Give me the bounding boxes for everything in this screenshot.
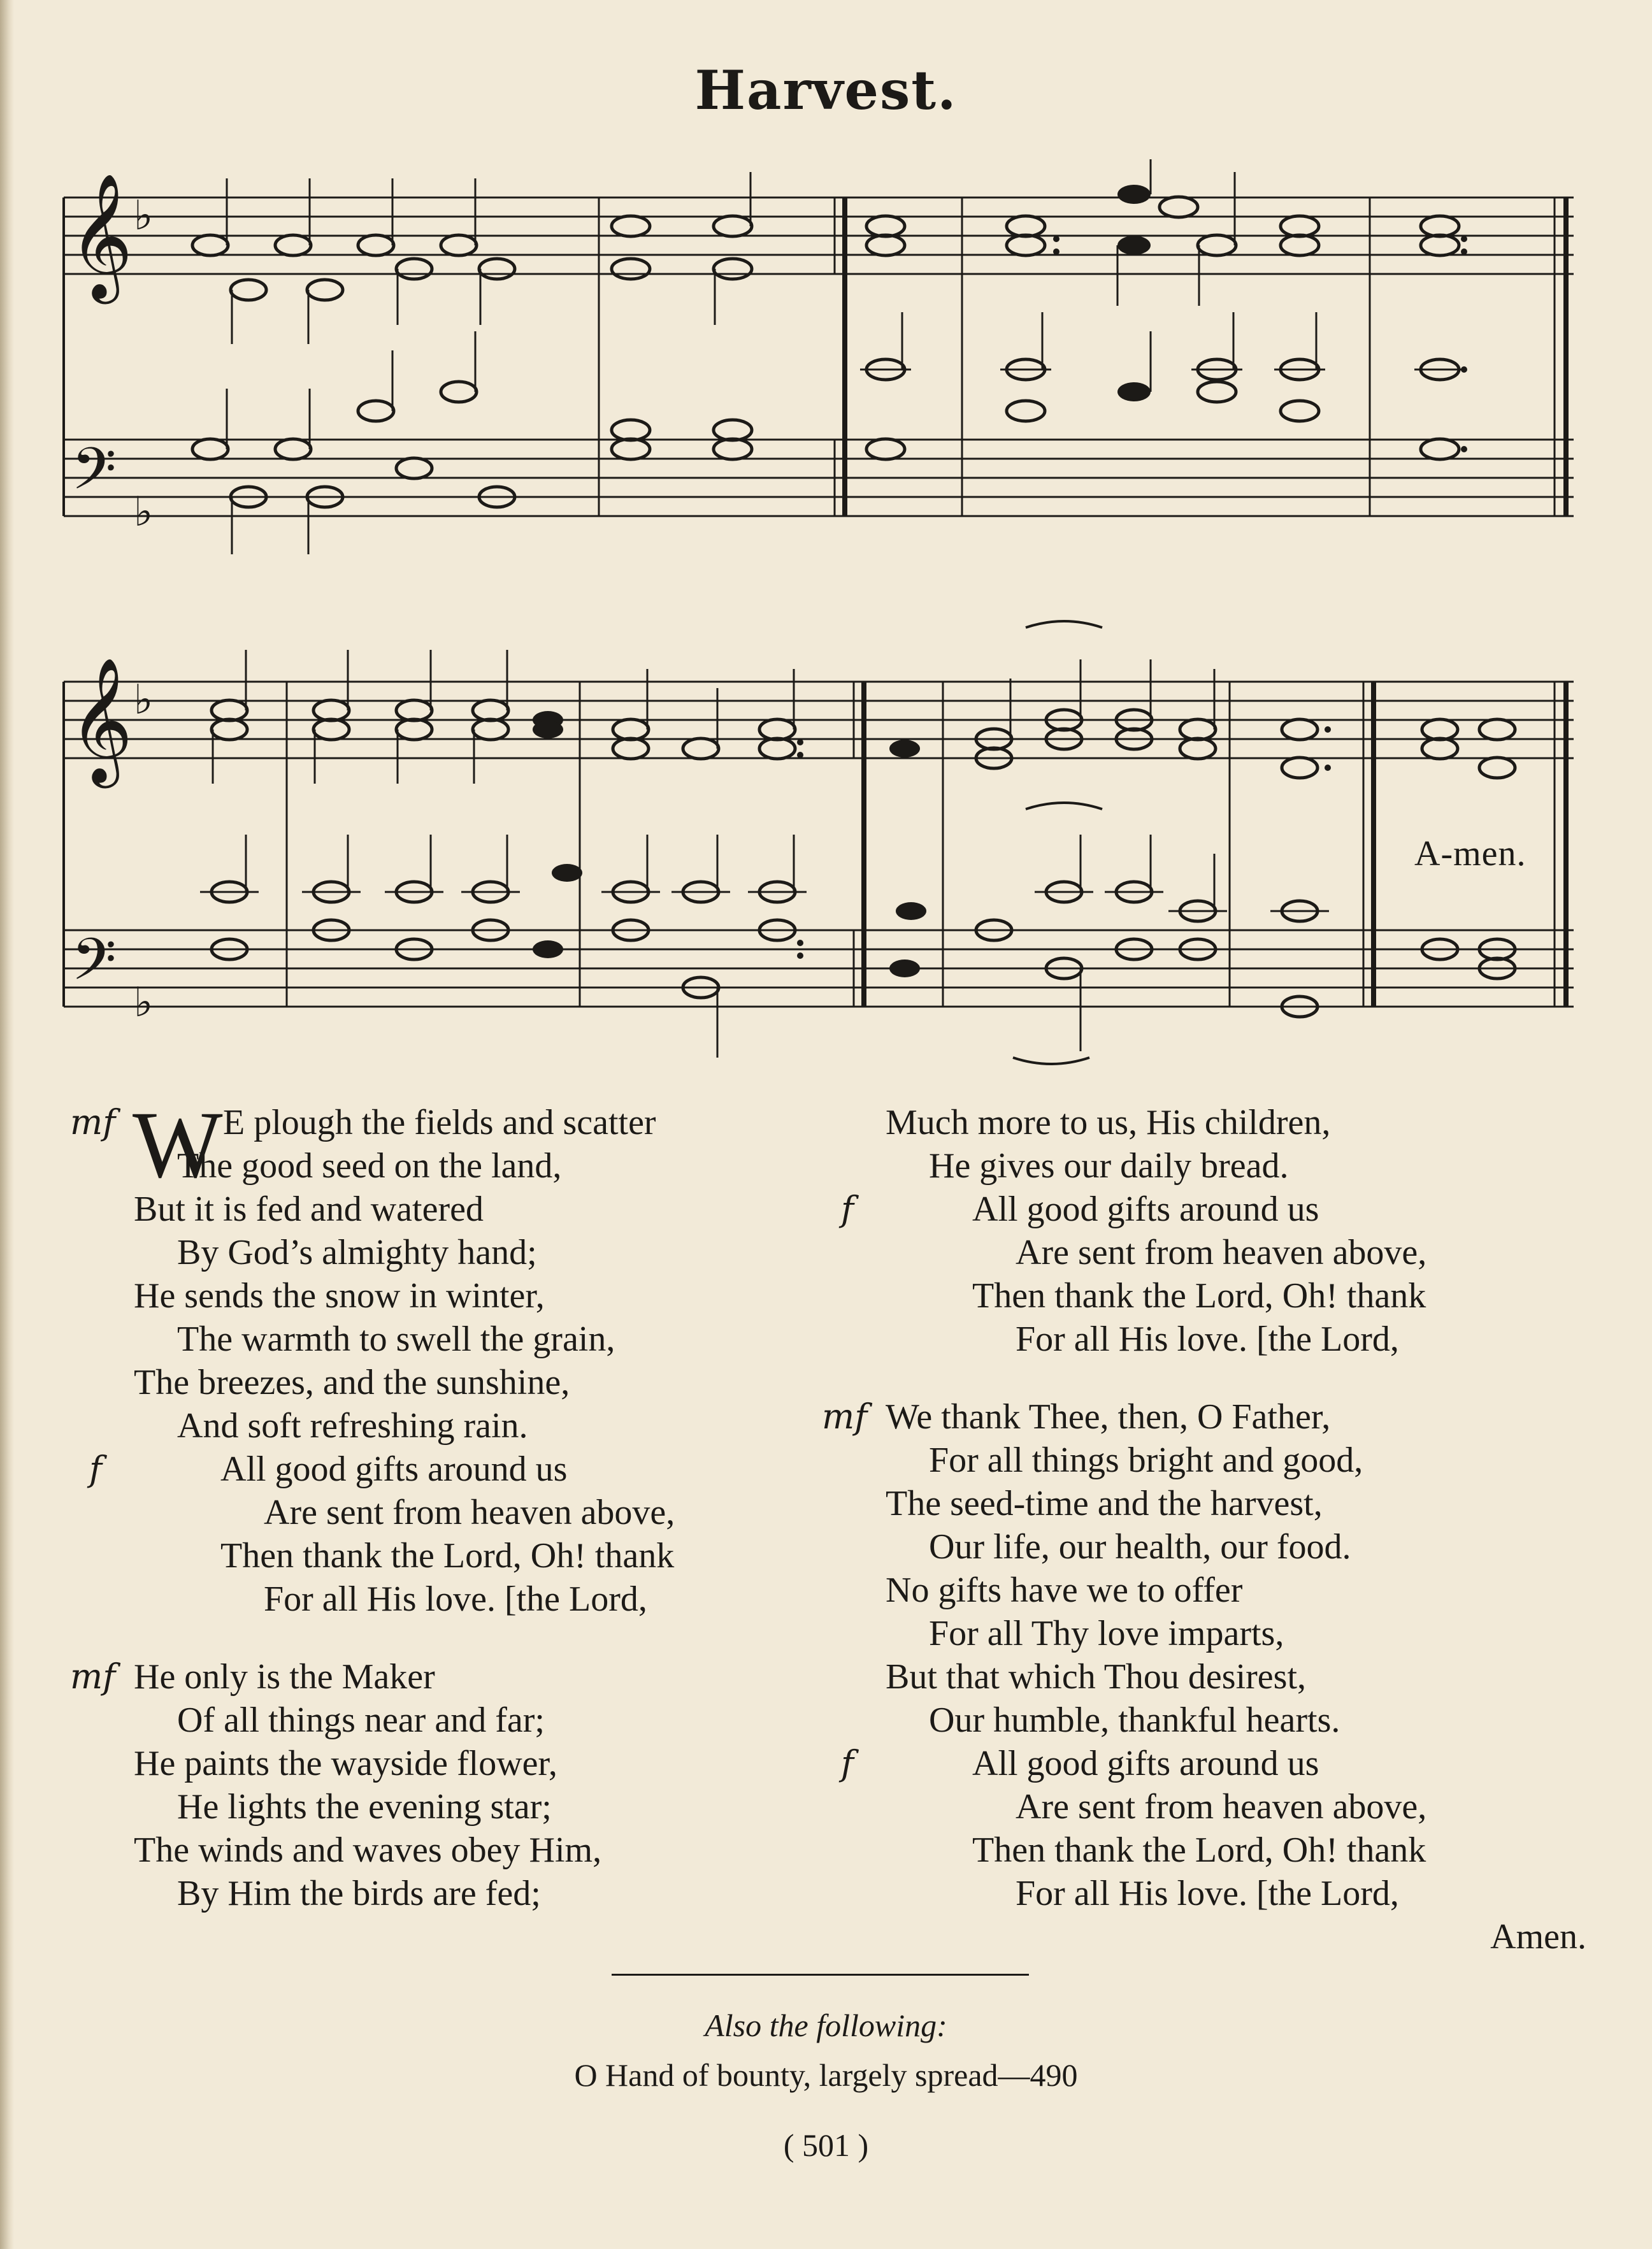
svg-text:♭: ♭ bbox=[134, 979, 154, 1026]
verse-text: Much more to us, His children, bbox=[886, 1103, 1331, 1142]
dynamic-marking: f bbox=[841, 1743, 854, 1783]
verse-text: He gives our daily bread. bbox=[929, 1146, 1289, 1186]
verse-text: He paints the wayside flower, bbox=[134, 1744, 557, 1783]
verse-text: We thank Thee, then, O Father, bbox=[886, 1397, 1331, 1437]
verse-text: He only is the Maker bbox=[134, 1657, 435, 1697]
svg-text:𝄞: 𝄞 bbox=[69, 173, 133, 299]
svg-text:♭: ♭ bbox=[134, 489, 154, 536]
verse-line bbox=[886, 1101, 1586, 1144]
svg-text:𝄢: 𝄢 bbox=[71, 926, 117, 1007]
verse-line bbox=[134, 1742, 822, 1785]
verse-text: But it is fed and watered bbox=[134, 1189, 484, 1229]
verse-line bbox=[886, 1785, 1586, 1829]
verse-line bbox=[886, 1318, 1586, 1361]
verse-line bbox=[134, 1872, 822, 1915]
svg-text:𝄢: 𝄢 bbox=[71, 435, 117, 517]
hymn-title: Harvest. bbox=[694, 59, 958, 122]
verse-line bbox=[134, 1361, 822, 1404]
verse-text: Are sent from heaven above, bbox=[1016, 1233, 1427, 1272]
dynamic-marking: mf bbox=[70, 1102, 116, 1142]
dynamic-marking: f bbox=[841, 1189, 854, 1229]
dynamic-marking: mf bbox=[70, 1656, 116, 1697]
verse-line bbox=[134, 1231, 822, 1274]
verse-text: All good gifts around us bbox=[972, 1189, 1319, 1229]
verse-line bbox=[886, 1274, 1586, 1318]
stanza bbox=[841, 1101, 1586, 1361]
verse-line bbox=[89, 1448, 822, 1491]
verse-column-left bbox=[70, 1092, 822, 1915]
verse-text: For all His love. [the Lord, bbox=[264, 1579, 647, 1619]
verse-line bbox=[134, 1785, 822, 1829]
verse-text: For all His love. [the Lord, bbox=[1016, 1319, 1399, 1359]
verse-line bbox=[886, 1439, 1586, 1482]
verse-text: E plough the fields and scatter bbox=[223, 1103, 656, 1142]
verse-line bbox=[886, 1872, 1586, 1915]
verse-text: Then thank the Lord, Oh! thank bbox=[972, 1276, 1426, 1316]
verse-text: The seed-time and the harvest, bbox=[886, 1484, 1323, 1523]
verse-text: The warmth to swell the grain, bbox=[177, 1319, 615, 1359]
verse-text: Are sent from heaven above, bbox=[264, 1493, 675, 1532]
verse-text: The winds and waves obey Him, bbox=[134, 1830, 602, 1870]
verse-text: Then thank the Lord, Oh! thank bbox=[220, 1536, 675, 1576]
verse-line bbox=[886, 1231, 1586, 1274]
verse-line bbox=[134, 1655, 822, 1699]
verse-text: All good gifts around us bbox=[972, 1744, 1319, 1783]
stanza bbox=[70, 1655, 822, 1915]
verse-text: By Him the birds are fed; bbox=[177, 1874, 541, 1913]
verse-text: For all Thy love imparts, bbox=[929, 1614, 1284, 1653]
verse-line bbox=[134, 1144, 822, 1188]
verse-text: No gifts have we to offer bbox=[886, 1570, 1243, 1610]
verse-text: And soft refreshing rain. bbox=[177, 1406, 528, 1446]
verse-line bbox=[886, 1655, 1586, 1699]
verse-text: Are sent from heaven above, bbox=[1016, 1787, 1427, 1827]
verse-text: Our humble, thankful hearts. bbox=[929, 1700, 1340, 1740]
verse-line bbox=[134, 1534, 822, 1577]
verse-line bbox=[134, 1318, 822, 1361]
stanza bbox=[822, 1395, 1586, 1958]
music-system-1 bbox=[57, 159, 1586, 573]
verse-text: Amen. bbox=[1490, 1917, 1586, 1957]
also-the-following: Also the following: bbox=[705, 2008, 947, 2043]
drop-cap: W bbox=[133, 1092, 223, 1198]
verse-text: For all things bright and good, bbox=[929, 1441, 1363, 1480]
verse-line bbox=[134, 1829, 822, 1872]
divider-rule bbox=[612, 1974, 1029, 1976]
verse-line bbox=[886, 1525, 1586, 1569]
verse-line bbox=[886, 1829, 1586, 1872]
verse-text: Our life, our health, our food. bbox=[929, 1527, 1351, 1567]
stanza bbox=[70, 1092, 822, 1621]
verse-line bbox=[886, 1144, 1586, 1188]
verse-line bbox=[841, 1742, 1586, 1785]
verse-column-right bbox=[822, 1101, 1586, 1958]
verse-line bbox=[886, 1569, 1586, 1612]
svg-text:♭: ♭ bbox=[134, 677, 154, 724]
verse-text: He sends the snow in winter, bbox=[134, 1276, 545, 1316]
verse-line bbox=[886, 1482, 1586, 1525]
verse-text: By God’s almighty hand; bbox=[177, 1233, 537, 1272]
verse-line bbox=[886, 1395, 1586, 1439]
verse-text: All good gifts around us bbox=[220, 1449, 568, 1489]
amen-lyric: A-men. bbox=[1414, 834, 1526, 873]
verse-line bbox=[841, 1188, 1586, 1231]
dynamic-marking: mf bbox=[822, 1397, 868, 1437]
verse-text: The breezes, and the sunshine, bbox=[134, 1363, 570, 1402]
verse-line bbox=[886, 1699, 1586, 1742]
svg-text:𝄞: 𝄞 bbox=[69, 657, 133, 783]
verse-line bbox=[134, 1577, 822, 1621]
music-system-2 bbox=[57, 618, 1586, 1077]
verse-text: He lights the evening star; bbox=[177, 1787, 552, 1827]
verse-line bbox=[134, 1188, 822, 1231]
verse-text: The good seed on the land, bbox=[177, 1146, 562, 1186]
dynamic-marking: f bbox=[89, 1449, 102, 1489]
verse-line bbox=[134, 1699, 822, 1742]
verse-text: But that which Thou desirest, bbox=[886, 1657, 1306, 1697]
verse-line bbox=[134, 1491, 822, 1534]
svg-text:♭: ♭ bbox=[134, 192, 154, 240]
verse-line bbox=[886, 1612, 1586, 1655]
verse-line bbox=[134, 1404, 822, 1448]
verse-line bbox=[886, 1915, 1586, 1958]
verse-line bbox=[134, 1274, 822, 1318]
verse-text: Then thank the Lord, Oh! thank bbox=[972, 1830, 1426, 1870]
related-hymn-reference: O Hand of bounty, largely spread—490 bbox=[574, 2057, 1078, 2093]
page-number: ( 501 ) bbox=[783, 2127, 869, 2163]
verse-text: For all His love. [the Lord, bbox=[1016, 1874, 1399, 1913]
verse-text: Of all things near and far; bbox=[177, 1700, 545, 1740]
page-binding-edge bbox=[0, 0, 14, 2249]
